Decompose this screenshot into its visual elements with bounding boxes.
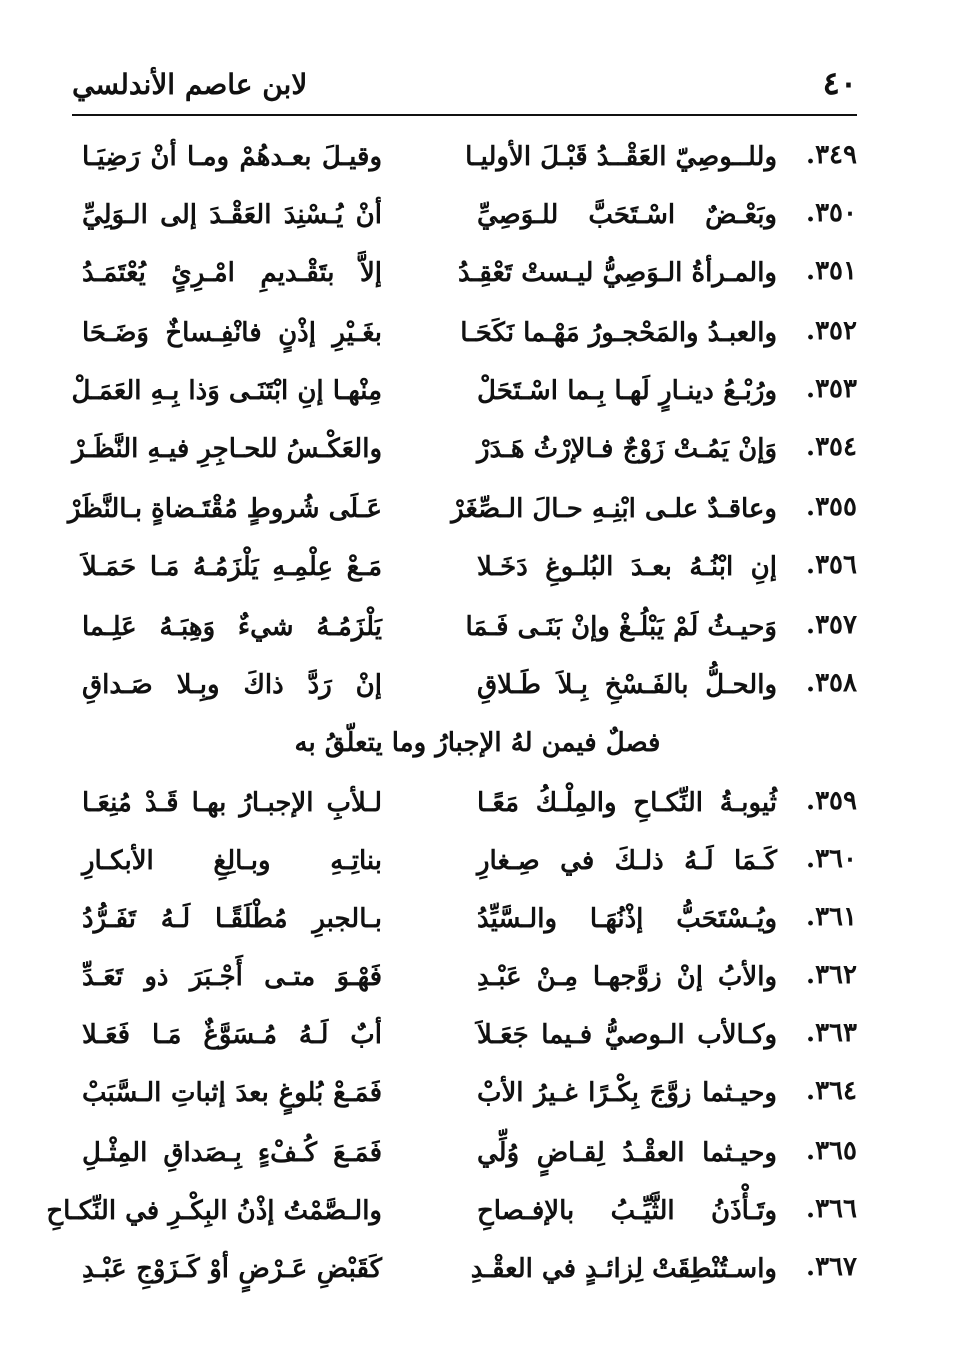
verse-second-hemistich: عَـلَى شُروطٍ مُقْتَـضاةٍ بـالنَّظَرْ [67, 494, 382, 524]
verse-number: ٣٤٩. [806, 140, 857, 170]
verse-second-hemistich: فَمَـعَ كُـفْءٍ بِـصَداقِ المِثْـلِ [82, 1138, 382, 1168]
verse-second-hemistich: فَمَـعْ بُلوغٍ بعدَ إثباتِ الـسَّبَبْ [82, 1078, 382, 1108]
verse-line [70, 312, 857, 358]
verse-number: ٣٦٣. [806, 1018, 857, 1048]
verse-first-hemistich: والمـرأةُ الـوَصِيُّ ليـستْ تَعْقِـدُ [458, 258, 777, 288]
verse-first-hemistich: إنِ ابْنُـهُ بعـدَ البُلـوغِ دَخَـلا [477, 552, 777, 582]
verse-first-hemistich: والأبُ إنْ زوَّجهـا مِـنْ عَبْـدِ [477, 962, 777, 992]
verse-line [70, 1132, 857, 1178]
verse-number: ٣٥٧. [806, 610, 857, 640]
verse-number: ٣٥٠. [806, 198, 857, 228]
verse-second-hemistich: فَهْـوَ متـى أَجْـبَرَ ذو تَعَـدِّ [82, 962, 382, 992]
verse-second-hemistich: والـصَّمْتُ إذْنُ البِكْـرِ في النِّكـاحِ [46, 1196, 382, 1226]
verse-first-hemistich: وعاقـدٌ علـى ابْنِـهِ حـالَ الـصِّغَرْ [451, 494, 777, 524]
page-header [72, 60, 857, 110]
verse-line [70, 1072, 857, 1118]
verse-number: ٣٦٢. [806, 960, 857, 990]
verse-line [70, 956, 857, 1002]
verse-first-hemistich: وَإنْ يَمُـتْ زَوْجٌ فـالإرْثُ هَـدَرْ [477, 434, 777, 464]
verse-line [70, 840, 857, 886]
verse-first-hemistich: واسـتُنْطِقَتْ لِزائـدٍ في العقْـدِ [470, 1254, 777, 1284]
verse-second-hemistich: مَـعْ عِلْمِـهِ يَلْزَمُـهُ مَـا حَمَـلاَ [82, 552, 382, 582]
verse-first-hemistich: وللــوصِيّ العَقْــدُ قَبْـلَ الأوليـا [465, 142, 777, 172]
verse-first-hemistich: وكـالأب الـوصيُّ فـيما جَعَـلاَ [477, 1020, 777, 1050]
verse-line [46, 1190, 857, 1236]
verse-line [70, 136, 857, 182]
verse-number: ٣٥٨. [806, 668, 857, 698]
verse-number: ٣٥٥. [806, 492, 857, 522]
verse-first-hemistich: وحيـثما العقْـدُ لِقـاضٍ وُلِّي [477, 1138, 777, 1168]
section-heading: فصلٌ فيمن لهُ الإجبارُ وما يتعلّقُ به [294, 728, 661, 758]
header-rule [72, 114, 857, 116]
verse-number: ٣٦٠. [806, 844, 857, 874]
verse-first-hemistich: وَحيـثُ لَمْ يَبْلُـغْ وإنْ بَنَـى فَـمَا [465, 612, 777, 642]
verse-number: ٣٥٣. [806, 374, 857, 404]
verse-line [70, 194, 857, 240]
verse-second-hemistich: وقيـلَ بعـدهُمْ ومـا أنْ رَضِيَـا [82, 142, 382, 172]
verse-number: ٣٥٤. [806, 432, 857, 462]
verse-line [67, 488, 857, 534]
verse-second-hemistich: مِنْهـا إنِ ابْتَنَـى وَذا بِـهِ العَمَـلْ [71, 376, 382, 406]
verse-second-hemistich: أنْ يُـسْنِدَ العَقْـدَ إلى الـوَلِيِّ [82, 200, 382, 230]
verse-second-hemistich: بناتِـهِ وبـالِغِ الأبكـارِ [82, 846, 382, 876]
verse-line [70, 252, 857, 298]
verse-line [70, 546, 857, 592]
verse-first-hemistich: والعبـدُ والمَحْجـورُ مَهْـما نَكَحَـا [460, 318, 777, 348]
verse-line [70, 782, 857, 828]
verse-first-hemistich: ورُبْـعُ دينـارٍ لَهـا بِـما اسْـتَحَلْ [477, 376, 777, 406]
verse-line [70, 428, 857, 474]
verse-first-hemistich: والحـلُّ بالفَـسْخِ بِـلاَ طَـلاقِ [477, 670, 777, 700]
verse-number: ٣٥٦. [806, 550, 857, 580]
verse-number: ٣٦٦. [806, 1194, 857, 1224]
verse-second-hemistich: إنْ رَدَّ ذاكَ وبِـلا صَـداقِ [82, 670, 382, 700]
verse-first-hemistich: ثُيوبـةُ النِّكـاحِ والمِلْـكُ مَعًـا [477, 788, 777, 818]
verse-second-hemistich: أبٌ لَـهُ مُـسَوَّغٌ مَـا فَعَـلا [82, 1020, 382, 1050]
verse-number: ٣٥١. [806, 256, 857, 286]
verse-second-hemistich: بغَـيْرِ إذْنٍ فانْفِـساخٌ وَضَـحَا [82, 318, 382, 348]
verse-first-hemistich: وبَعْـضٌ اسْـتَحَبَّ للـوَصِيِّ [477, 200, 777, 230]
verse-second-hemistich: بـالجبرِ مُطْلَقًـا لَـهُ تَفَـرُّدُ [82, 904, 382, 934]
verse-number: ٣٦١. [806, 902, 857, 932]
verse-line [70, 370, 857, 416]
verse-line [70, 898, 857, 944]
verse-second-hemistich: يَلْزَمُـهُ شيءٌ وَهِبَـهُ عَلِـما [82, 612, 382, 642]
verse-second-hemistich: والعَكْـسُ للحـاجِرِ فيـهِ النَّظَـرْ [72, 434, 382, 464]
verse-second-hemistich: كَقَبْضِ عَـرْضٍ أوْ كَـزَوْجِ عَبْـدِ [82, 1254, 382, 1284]
running-title: لابن عاصم الأندلسي [72, 68, 308, 101]
verse-second-hemistich: لـلأبِ الإجبـارُ بهـا قَـدْ مُنِعَـا [82, 788, 382, 818]
verse-line [70, 664, 857, 710]
verse-line [70, 1248, 857, 1294]
verse-first-hemistich: ويُـسْتَحَبُّ إذْنُهَـا والـسَّيِّدُ [477, 904, 777, 934]
verse-first-hemistich: كَـمَا لَـهُ ذلـكَ في صِـغارِ [477, 846, 777, 876]
verse-number: ٣٥٩. [806, 786, 857, 816]
verse-first-hemistich: وحيـثما زوَّجَ بِكْـرًا غـيرُ الأبْ [477, 1078, 777, 1108]
page-number: ٤٠ [822, 64, 857, 102]
verse-first-hemistich: وتَـأْذَنُ الثَّيِّـبُ بالإفـصاحِ [477, 1196, 777, 1226]
verse-number: ٣٦٧. [806, 1252, 857, 1282]
verse-number: ٣٥٢. [806, 316, 857, 346]
verse-line [70, 1014, 857, 1060]
verse-number: ٣٦٤. [806, 1076, 857, 1106]
verse-line [70, 606, 857, 652]
verse-second-hemistich: إلاَّ بتَقْـديمِ امْـرِئٍ يُعْتَمَـدُ [82, 258, 382, 288]
verse-number: ٣٦٥. [806, 1136, 857, 1166]
